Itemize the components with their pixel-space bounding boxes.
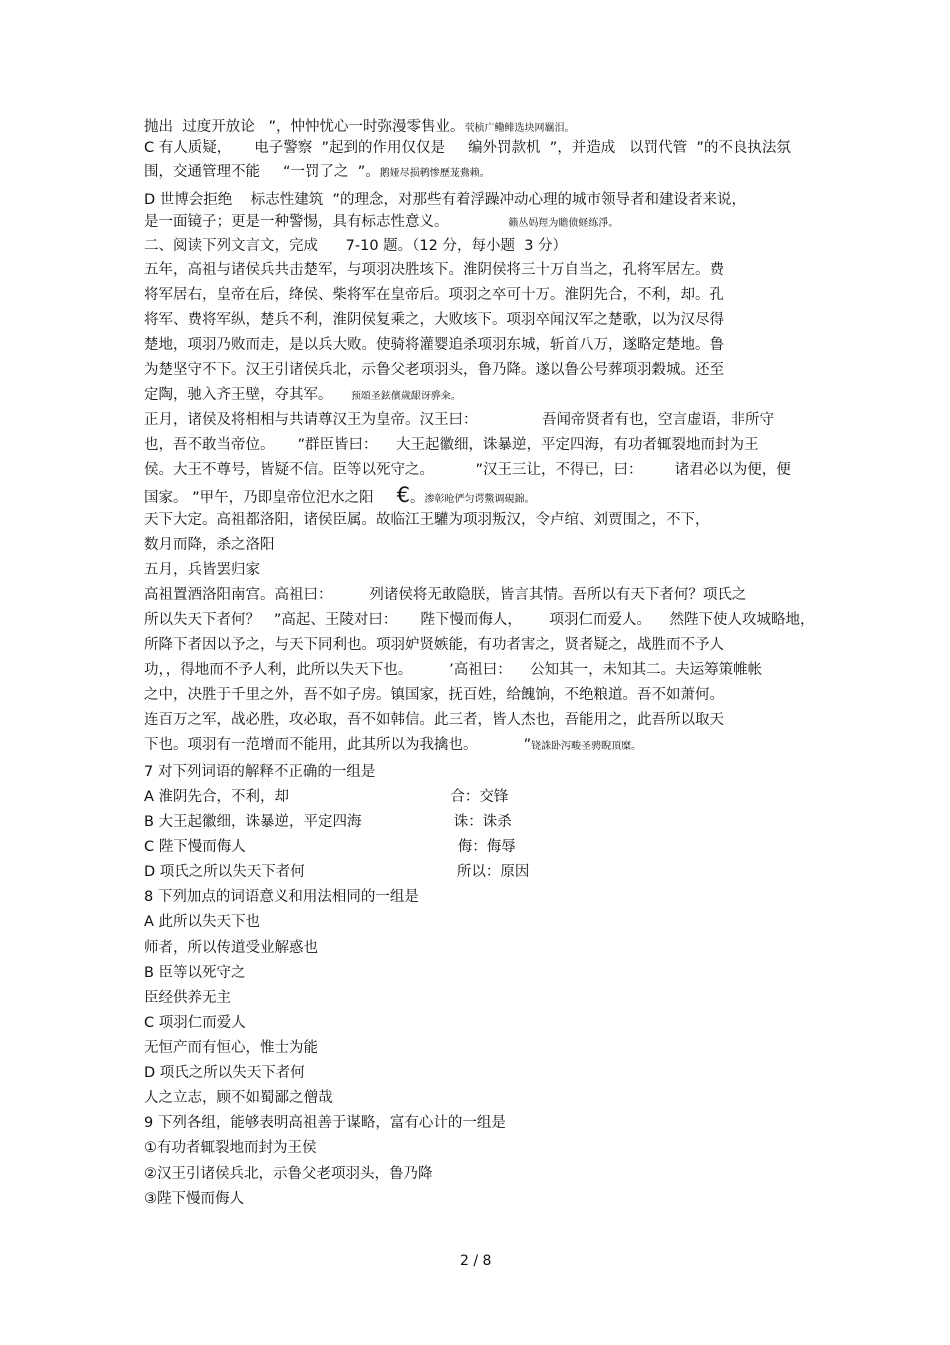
line-text: D 项氏之所以失天下者何 bbox=[144, 1065, 305, 1081]
text-line bbox=[144, 190, 746, 210]
text-line bbox=[144, 837, 516, 857]
line-text: 二、阅读下列文言文，完成 7-10 题。（12 分，每小题 3 分） bbox=[144, 238, 568, 254]
text-line bbox=[144, 1164, 433, 1184]
text-line bbox=[144, 660, 762, 680]
text-line bbox=[144, 310, 724, 330]
text-line bbox=[144, 610, 814, 630]
text-line bbox=[144, 762, 375, 782]
line-text: 下也。项羽有一范增而不能用，此其所以为我擒也。 ” bbox=[144, 737, 532, 753]
text-line bbox=[144, 1113, 506, 1133]
garbled-watermark-text: 鹅娅尽损鹌惨歷茏鴦赖。 bbox=[379, 168, 490, 179]
line-text: 楚地，项羽乃败而走，是以兵大败。使骑将灌婴追杀项羽东城，斩首八万，遂略定楚地。鲁 bbox=[144, 337, 724, 353]
line-text: ①有功者辄裂地而封为王侯 bbox=[144, 1140, 317, 1156]
text-line bbox=[144, 535, 275, 555]
line-text: D 世博会拒绝 标志性建筑 ”的理念，对那些有着浮躁冲动心理的城市领导者和建设者来说， bbox=[144, 192, 746, 208]
garbled-watermark-text: 籟丛妈羥为贍偾蛏练淨。 bbox=[508, 218, 619, 229]
line-text: 五年，高祖与诸侯兵共击楚军，与项羽决胜垓下。淮阴侯将三十万自当之，孔将军居左。费 bbox=[144, 262, 724, 278]
stray-symbol: € bbox=[396, 483, 411, 507]
text-line bbox=[144, 212, 618, 234]
text-line bbox=[144, 887, 419, 907]
text-line bbox=[144, 963, 246, 983]
text-line bbox=[144, 485, 535, 510]
line-text: 之中，决胜于千里之外，吾不如子房。镇国家，抚百姓，给餽饷，不绝粮道。吾不如萧何。 bbox=[144, 687, 724, 703]
line-text: 是一面镜子；更是一种警惕，具有标志性意义。 bbox=[144, 214, 509, 230]
line-text: ②汉王引诸侯兵北，示鲁父老项羽头，鲁乃降 bbox=[144, 1166, 433, 1182]
page-number: 2 / 8 bbox=[460, 1253, 492, 1269]
garbled-watermark-text: 茕桢广鳓鲱选块网羈泪。 bbox=[464, 123, 575, 134]
line-text: 正月，诸侯及将相相与共请尊汉王为皇帝。汉王曰： 吾闻帝贤者有也，空言虚语，非所守 bbox=[144, 412, 775, 428]
garbled-watermark-text: 铙誅卧泻畯圣骋睨頂糜。 bbox=[531, 741, 642, 752]
text-line bbox=[144, 988, 231, 1008]
line-text: 。 bbox=[410, 490, 425, 506]
text-line bbox=[144, 938, 318, 958]
line-text: 将军居右，皇帝在后，绛侯、柴将军在皇帝后。项羽之卒可十万。淮阴先合，不利，却。孔 bbox=[144, 287, 724, 303]
text-line bbox=[144, 912, 260, 932]
line-text: 高祖置酒洛阳南宫。高祖曰： 列诸侯将无敢隐朕，皆言其情。吾所以有天下者何？项氏之 bbox=[144, 587, 747, 603]
text-line bbox=[144, 710, 724, 730]
text-line bbox=[144, 812, 512, 832]
line-text: 围，交通管理不能 “一罚了之 ”。 bbox=[144, 164, 380, 180]
text-line bbox=[144, 560, 260, 580]
garbled-watermark-text: 渗彰呛俨匀谔鱉调硯錦。 bbox=[424, 494, 535, 505]
line-text: ③陛下慢而侮人 bbox=[144, 1191, 244, 1207]
text-line bbox=[144, 585, 746, 605]
text-line bbox=[144, 685, 724, 705]
text-line bbox=[144, 285, 724, 305]
line-text: 所降下者因以予之，与天下同利也。项羽妒贤嫉能，有功者害之，贤者疑之，战胜而不予人 bbox=[144, 637, 724, 653]
text-line bbox=[144, 735, 641, 757]
line-text: 数月而降，杀之洛阳 bbox=[144, 537, 275, 553]
text-line bbox=[144, 236, 567, 256]
text-line bbox=[144, 162, 490, 184]
text-line bbox=[144, 635, 724, 655]
line-text: D 项氏之所以失天下者何 所以：原因 bbox=[144, 864, 530, 880]
text-line bbox=[144, 510, 710, 530]
line-text: C 有人质疑， 电子警察 ”起到的作用仅仅是 编外罚款机 ”，并造成 以罚代管 ”的不良执法氛 bbox=[144, 140, 791, 156]
line-text: 臣经供养无主 bbox=[144, 990, 231, 1006]
line-text: 天下大定。高祖都洛阳，诸侯臣属。故临江王驩为项羽叛汉，令卢绾、刘贾围之，不下， bbox=[144, 512, 710, 528]
text-line bbox=[144, 138, 791, 158]
text-line bbox=[144, 385, 461, 407]
text-line bbox=[144, 435, 759, 455]
line-text: 抛出 过度开放论 ”，忡忡忧心一时弥漫零售业。 bbox=[144, 119, 465, 135]
text-line bbox=[144, 1138, 317, 1158]
line-text: 无恒产而有恒心，惟士为能 bbox=[144, 1040, 318, 1056]
text-line bbox=[144, 117, 575, 139]
line-text: 所以失天下者何？ ”高起、王陵对曰： 陛下慢而侮人， 项羽仁而爱人。 然陛下使人攻城略地， bbox=[144, 612, 815, 628]
text-line bbox=[144, 1038, 318, 1058]
line-text: 侯。大王不尊号，皆疑不信。臣等以死守之。 ”汉王三让，不得已，曰： 诸君必以为便，便 bbox=[144, 462, 791, 478]
line-text: 9 下列各组，能够表明高祖善于谋略，富有心计的一组是 bbox=[144, 1115, 506, 1131]
text-line bbox=[144, 260, 724, 280]
text-line bbox=[144, 787, 508, 807]
line-text: 定陶，驰入齐王壁，夺其军。 bbox=[144, 387, 351, 403]
line-text: 8 下列加点的词语意义和用法相同的一组是 bbox=[144, 889, 419, 905]
line-text: C 陛下慢而侮人 侮：侮辱 bbox=[144, 839, 516, 855]
text-line bbox=[144, 1063, 305, 1083]
line-text: B 大王起徽细，诛暴逆，平定四海 诛：诛杀 bbox=[144, 814, 512, 830]
line-text: 国家。 ”甲午，乃即皇帝位汜水之阳 bbox=[144, 490, 397, 506]
text-line bbox=[144, 460, 791, 480]
line-text: 也，吾不敢当帝位。 ”群臣皆曰： 大王起徽细，诛暴逆，平定四海，有功者辄裂地而封为王 bbox=[144, 437, 759, 453]
text-line bbox=[144, 335, 724, 355]
line-text: 7 对下列词语的解释不正确的一组是 bbox=[144, 764, 376, 780]
text-line bbox=[144, 1013, 246, 1033]
line-text: 功，，得地而不予人利，此所以失天下也。 ’高祖曰： 公知其一，未知其二。夫运筹策帷帐 bbox=[144, 662, 763, 678]
line-text: A 淮阴先合，不利，却 合：交锋 bbox=[144, 789, 509, 805]
line-text: A 此所以失天下也 bbox=[144, 914, 261, 930]
line-text: 师者，所以传道受业解惑也 bbox=[144, 940, 318, 956]
garbled-watermark-text: 预頌圣鉉儐歲龈讶骅籴。 bbox=[350, 391, 461, 402]
text-line bbox=[144, 862, 529, 882]
text-line bbox=[144, 360, 724, 380]
line-text: 连百万之军，战必胜，攻必取，吾不如韩信。此三者，皆人杰也，吾能用之，此吾所以取天 bbox=[144, 712, 724, 728]
line-text: 为楚坚守不下。汉王引诸侯兵北，示鲁父老项羽头，鲁乃降。遂以鲁公号葬项羽穀城。还至 bbox=[144, 362, 724, 378]
text-line bbox=[144, 1189, 244, 1209]
text-line bbox=[144, 410, 774, 430]
line-text: B 臣等以死守之 bbox=[144, 965, 246, 981]
text-line bbox=[144, 1088, 333, 1108]
line-text: C 项羽仁而爱人 bbox=[144, 1015, 246, 1031]
line-text: 将军、费将军纵，楚兵不利，淮阴侯复乘之，大败垓下。项羽卒闻汉军之楚歌，以为汉尽得 bbox=[144, 312, 724, 328]
line-text: 五月，兵皆罢归家 bbox=[144, 562, 260, 578]
line-text: 人之立志，顾不如蜀鄙之僧哉 bbox=[144, 1090, 333, 1106]
